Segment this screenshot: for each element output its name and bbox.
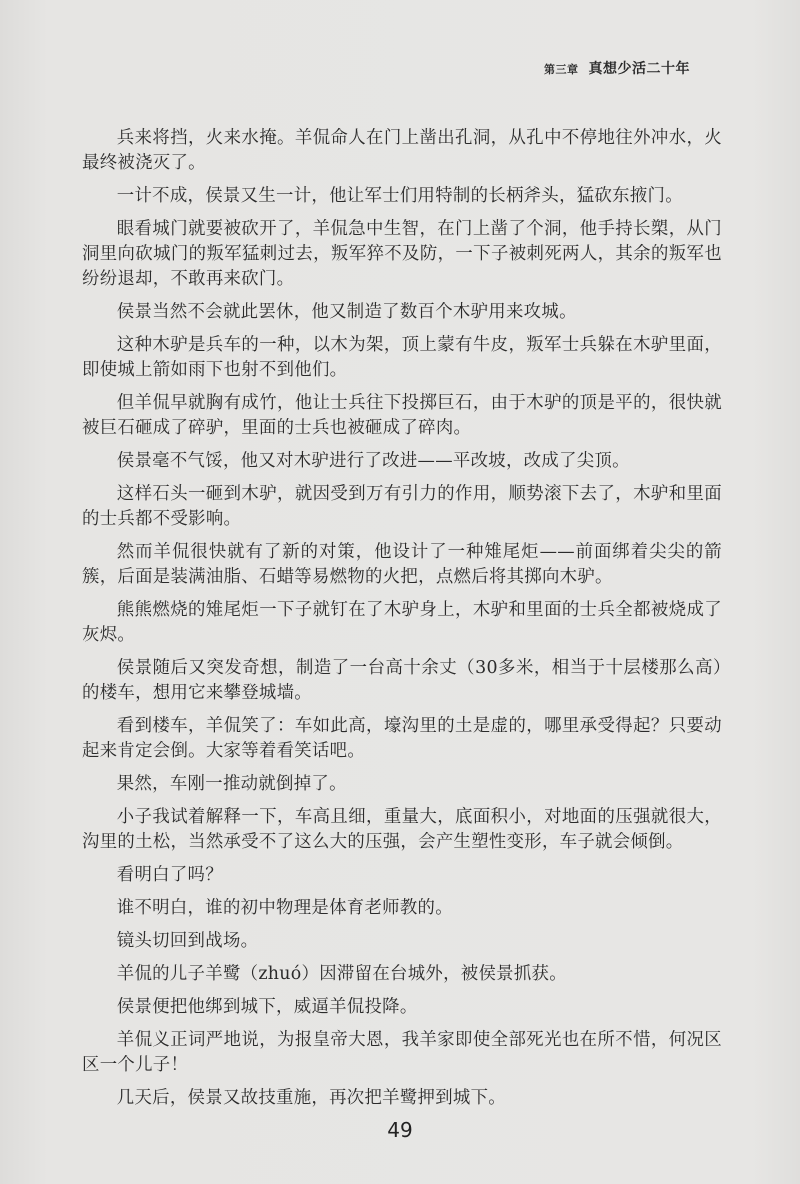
paragraph: 兵来将挡，火来水掩。羊侃命人在门上凿出孔洞，从孔中不停地往外冲水，火最终被浇灭了。 (82, 128, 722, 173)
paragraph: 侯景随后又突发奇想，制造了一台高十余丈（30多米，相当于十层楼那么高）的楼车，想用它来攀登城墙。 (82, 658, 722, 703)
paragraph: 看明白了吗？ (116, 865, 223, 885)
running-head (544, 58, 690, 78)
paragraph: 镜头切回到战场。 (116, 931, 259, 951)
paragraph: 看到楼车，羊侃笑了：车如此高，壕沟里的土是虚的，哪里承受得起？只要动起来肯定会倒。大家等着看笑话吧。 (82, 716, 722, 761)
paragraph: 熊熊燃烧的雉尾炬一下子就钉在了木驴身上，木驴和里面的士兵全都被烧成了灰烬。 (82, 600, 722, 645)
paragraph: 眼看城门就要被砍开了，羊侃急中生智，在门上凿了个洞，他手持长槊，从门洞里向砍城门的叛军猛刺过去，叛军猝不及防，一下子被刺死两人，其余的叛军也纷纷退却，不敢再来砍门。 (82, 219, 722, 289)
chapter-title: 真想少活二十年 (588, 61, 690, 77)
paragraph: 然而羊侃很快就有了新的对策，他设计了一种雉尾炬——前面绑着尖尖的箭簇，后面是装满油脂、石蜡等易燃物的火把，点燃后将其掷向木驴。 (82, 542, 722, 587)
paragraph: 羊侃的儿子羊鹭（zhuó）因滞留在台城外，被侯景抓获。 (116, 964, 567, 984)
paragraph: 几天后，侯景又故技重施，再次把羊鹭押到城下。 (116, 1088, 506, 1108)
paragraph: 羊侃义正词严地说，为报皇帝大恩，我羊家即使全部死光也在所不惜，何况区区一个儿子！ (82, 1030, 722, 1075)
paragraph: 但羊侃早就胸有成竹，他让士兵往下投掷巨石，由于木驴的顶是平的，很快就被巨石砸成了碎驴，里面的士兵也被砸成了碎肉。 (82, 393, 722, 438)
paragraph: 这样石头一砸到木驴，就因受到万有引力的作用，顺势滚下去了，木驴和里面的士兵都不受影响。 (82, 484, 722, 529)
paragraph: 小子我试着解释一下，车高且细，重量大，底面积小，对地面的压强就很大，沟里的土松，当然承受不了这么大的压强，会产生塑性变形，车子就会倾倒。 (82, 807, 722, 852)
paragraph: 果然，车刚一推动就倒掉了。 (116, 774, 347, 794)
paragraph: 这种木驴是兵车的一种，以木为架，顶上蒙有牛皮，叛军士兵躲在木驴里面，即使城上箭如雨下也射不到他们。 (82, 335, 722, 380)
body-text (82, 126, 722, 1119)
paragraph: 侯景当然不会就此罢休，他又制造了数百个木驴用来攻城。 (116, 302, 577, 322)
paragraph: 侯景毫不气馁，他又对木驴进行了改进——平改坡，改成了尖顶。 (116, 451, 630, 471)
paragraph: 一计不成，侯景又生一计，他让军士们用特制的长柄斧头，猛砍东掖门。 (116, 186, 683, 206)
page-number: 49 (387, 1118, 413, 1142)
paragraph: 谁不明白，谁的初中物理是体育老师教的。 (116, 898, 453, 918)
paragraph: 侯景便把他绑到城下，威逼羊侃投降。 (116, 997, 418, 1017)
chapter-label: 第三章 (544, 63, 579, 76)
